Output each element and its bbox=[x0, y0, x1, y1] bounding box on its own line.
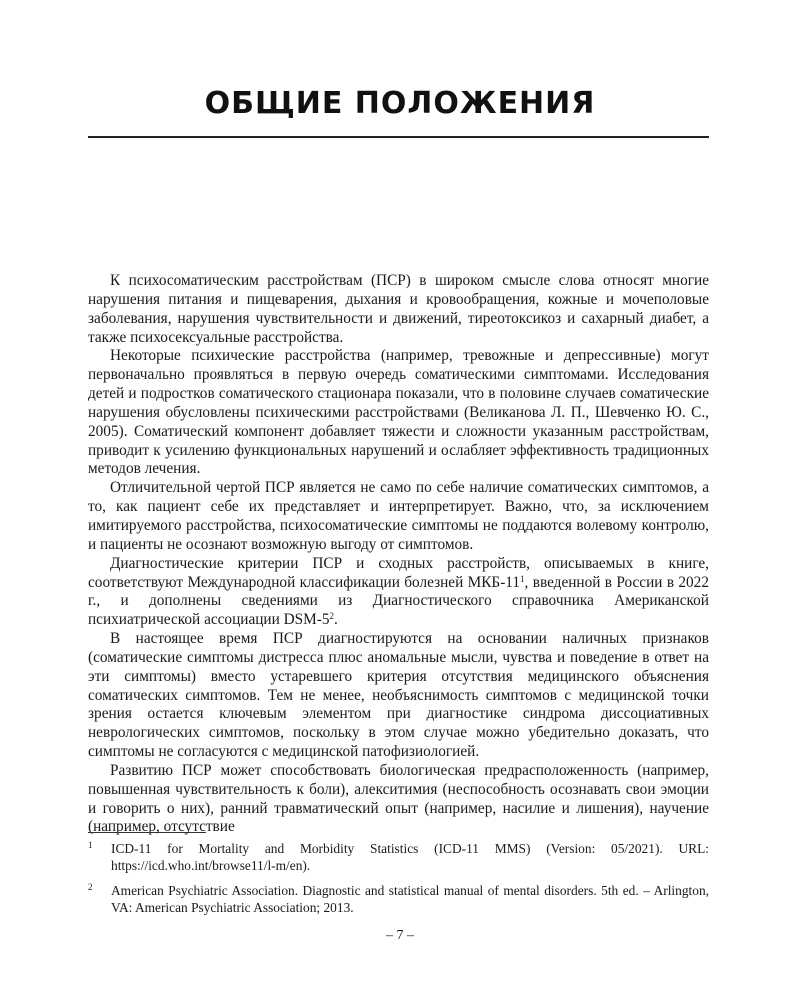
title-divider bbox=[88, 136, 709, 138]
footnote-divider bbox=[88, 832, 206, 833]
paragraph-4-part-a: Диагностические критерии ПСР и сходных расстройств, описываемых в книге, соответствуют Международной классификации болезней МКБ-11 bbox=[88, 554, 709, 591]
body-text bbox=[88, 272, 709, 837]
paragraph-5: В настоящее время ПСР диагностируются на основании наличных признаков (соматические симптомы дистресса плюс аномальные мысли, чувства и поведение в ответ на эти симптомы) вместо устаревшего критерия отсутствия медицинского объяснения соматических симптомов. Тем не менее, необъяснимость симптомов с медицинской точки зрения остается ключевым элементом при диагностике синдрома диссоциативных неврологических симптомов, поскольку в этом случае можно убедительно доказать, что симптомы не согласуются с медицинской патофизиологией. bbox=[88, 630, 709, 761]
page-number: – 7 – bbox=[386, 928, 414, 943]
footnote-2 bbox=[88, 882, 709, 916]
paragraph-6: Развитию ПСР может способствовать биологическая предрасположенность (например, повышенная чувствительность к боли), алекситимия (неспособность осознавать свои эмоции и говорить о них), ранний травматический опыт (например, насилие и лишения), научение (например, отсутствие bbox=[88, 761, 709, 836]
paragraph-4 bbox=[88, 555, 709, 630]
footnote-1 bbox=[88, 840, 709, 874]
paragraph-1: К психосоматическим расстройствам (ПСР) в широком смысле слова относят многие нарушения питания и пищеварения, дыхания и кровообращения, кожные и мочеполовые заболевания, нарушения чувствительности и движений, тиреотоксикоз и сахарный диабет, а также психосексуальные расстройства. bbox=[88, 272, 709, 346]
footnote-ref-1[interactable]: 1 bbox=[520, 573, 525, 584]
footnote-text: American Psychiatric Association. Diagnostic and statistical manual of mental disorders. 5th ed. – Arlington, VA: American Psychiatric Association; 2013. bbox=[111, 883, 709, 915]
footnote-number: 2 bbox=[88, 882, 93, 892]
footnote-text: ICD-11 for Mortality and Morbidity Statistics (ICD-11 MMS) (Version: 05/2021). URL: https://icd.who.int/browse11/l-m/en). bbox=[111, 841, 709, 873]
footnotes bbox=[88, 840, 709, 916]
footnote-number: 1 bbox=[88, 840, 93, 850]
paragraph-2: Некоторые психические расстройства (например, тревожные и депрессивные) могут первоначально проявляться в первую очередь соматическими симптомами. Исследования детей и подростков соматического стационара показали, что в половине случаев соматические нарушения обусловлены психическими расстройствами (Великанова Л. П., Шевченко Ю. С., 2005). Соматический компонент добавляет тяжести и сложности указанным расстройствам, приводит к усилению функциональных нарушений и ослабляет эффективность традиционных методов лечения. bbox=[88, 347, 709, 478]
chapter-title: ОБЩИЕ ПОЛОЖЕНИЯ bbox=[204, 86, 596, 121]
paragraph-3: Отличительной чертой ПСР является не само по себе наличие соматических симптомов, а то, как пациент себе их представляет и интерпретирует. Важно, что, за исключением имитируемого расстройства, психосоматические симптомы не поддаются волевому контролю, и пациенты не осознают возможную выгоду от симптомов. bbox=[88, 479, 709, 553]
paragraph-4-part-b: , введенной в России в 2022 г., и дополнены сведениями из Диагностического справочника Американской психиатрической ассоциации DSM-5 bbox=[88, 573, 709, 629]
paragraph-4-part-c: . bbox=[334, 611, 338, 629]
footnote-ref-2[interactable]: 2 bbox=[329, 611, 335, 622]
